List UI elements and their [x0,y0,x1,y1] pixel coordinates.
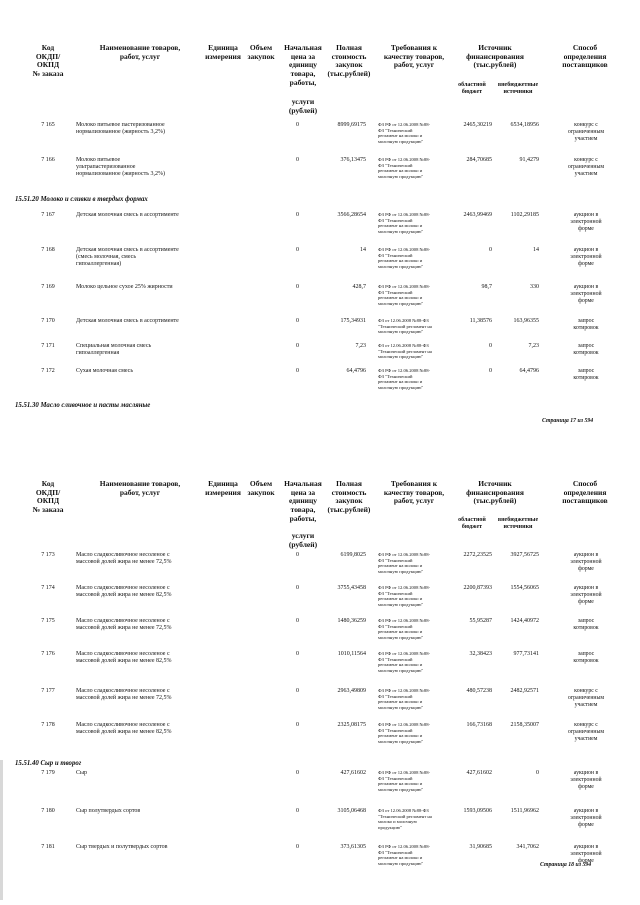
row-cost: 6199,8025 [340,552,366,558]
row-name: Сыр полутвердых сортов [76,808,141,814]
row-offbudget: 341,7062 [516,844,539,850]
header-cost: Полная стоимость закупок (тыс.рублей) [327,43,371,78]
row-regional: 31,90685 [469,844,492,850]
row-code: 7 174 [41,585,55,591]
row-offbudget: 0 [536,770,539,776]
row-code: 7 177 [41,688,55,694]
row-name: Детская молочная смесь в ассортименте [76,212,179,218]
header-funding-regional: областной бюджет [458,517,486,530]
header-unit: Единица измерения [205,43,241,61]
row-price: 0 [296,618,299,624]
row-cost: 64,4796 [346,368,366,374]
section-heading: 15.51.30 Масло сливочное и пасты масляные [15,402,151,409]
row-name: Молоко цельное сухое 25% жирности [76,284,173,290]
header-funding-offbudget: внебюджетные источники [497,517,539,530]
row-name: Сухая молочная смесь [76,368,134,374]
section-heading: 15.51.40 Сыр и творог [15,760,82,767]
row-method: аукцион в электронной форме [570,808,602,828]
row-code: 7 178 [41,722,55,728]
row-code: 7 170 [41,318,55,324]
row-offbudget: 1554,56065 [510,585,539,591]
row-name: Специальная молочная смесь гипоаллергенная [76,343,152,357]
row-cost: 376,13475 [340,157,366,163]
page-number: Страница 17 из 594 [542,418,594,424]
row-requirements: ФЗ РФ от 12.06.2008 №88- ФЗ "Технический регламент на молоко и молочную продукцию" [378,688,431,710]
row-requirements: ФЗ РФ от 12.06.2008 №88- ФЗ "Технический регламент на молоко и молочную продукцию" [378,651,431,673]
row-cost: 3566,28654 [337,212,366,218]
row-requirements: ФЗ РФ от 12.06.2008 №88- ФЗ "Технический регламент на молоко и молочную продукцию" [378,247,431,269]
row-offbudget: 2158,35007 [510,722,539,728]
row-method: запрос котировок [573,618,599,631]
header-method: Способ определения поставщиков [562,479,608,506]
row-cost: 373,61305 [340,844,366,850]
row-name: Детская молочная смесь в ассортименте (смесь молочная, смесь гипоаллергенная) [76,247,179,268]
row-price: 0 [296,552,299,558]
row-requirements: ФЗ РФ от 12.06.2008 №88- ФЗ "Технический регламент на молоко и молочную продукцию" [378,618,431,640]
row-code: 7 168 [41,247,55,253]
header-unit: Единица измерения [205,479,241,497]
row-method: аукцион в электронной форме [570,770,602,790]
row-requirements: ФЗ от 12.06.2008 №88-ФЗ "Технический регламент на молочную продукцию" [378,318,432,334]
row-price: 0 [296,651,299,657]
row-method: конкурс с ограниченным участием [567,122,605,142]
row-price: 0 [296,157,299,163]
row-offbudget: 2482,92571 [510,688,539,694]
row-cost: 3105,06468 [337,808,366,814]
row-price: 0 [296,688,299,694]
row-method: запрос котировок [573,651,599,664]
row-price: 0 [296,585,299,591]
row-cost: 1480,36259 [337,618,366,624]
row-cost: 8999,69175 [337,122,366,128]
row-name: Сыр твердых и полутвердых сортов [76,844,168,850]
header-volume: Объем закупок [247,479,275,497]
row-requirements: ФЗ РФ от 12.06.2008 №88- ФЗ "Технический регламент на молоко и молочную продукцию" [378,157,431,179]
row-code: 7 166 [41,157,55,163]
row-requirements: ФЗ от 12.06.2008 №88-ФЗ "Технический регламент на молочную продукцию" [378,343,432,359]
row-cost: 427,61602 [340,770,366,776]
row-regional: 0 [489,247,492,253]
row-name: Масло сладкосливочное несоленое с массовой долей жира не менее 72,5% [76,552,172,566]
header-requirements: Требования к качеству товаров, работ, услуг [383,479,445,506]
row-price: 0 [296,844,299,850]
row-offbudget: 3927,56725 [510,552,539,558]
row-code: 7 175 [41,618,55,624]
header-funding: Источник финансирования (тыс.рублей) [466,479,524,506]
row-regional: 2200,87393 [463,585,492,591]
row-method: аукцион в электронной форме [570,212,602,232]
scan-edge-mark [0,760,3,900]
row-code: 7 169 [41,284,55,290]
row-code: 7 181 [41,844,55,850]
row-cost: 428,7 [352,284,366,290]
row-cost: 2963,49809 [337,688,366,694]
row-name: Масло сладкосливочное несоленое с массовой долей жира не менее 72,5% [76,688,172,702]
header-price: Начальная цена за единицу товара, работы, [284,43,322,87]
row-requirements: ФЗ РФ от 12.06.2008 №88- ФЗ "Технический регламент на молоко и молочную продукцию" [378,368,431,390]
row-name: Масло сладкосливочное несоленое с массовой долей жира не менее 82,5% [76,651,172,665]
row-code: 7 173 [41,552,55,558]
row-method: аукцион в электронной форме [570,585,602,605]
row-offbudget: 64,4796 [519,368,539,374]
row-cost: 2325,08175 [337,722,366,728]
row-price: 0 [296,343,299,349]
row-requirements: ФЗ РФ от 12.06.2008 №88- ФЗ "Технический регламент на молоко и молочную продукцию" [378,212,431,234]
row-regional: 11,38576 [469,318,492,324]
row-method: аукцион в электронной форме [570,844,602,864]
row-price: 0 [296,770,299,776]
row-requirements: ФЗ РФ от 12.06.2008 №88- ФЗ "Технический регламент на молоко и молочную продукцию" [378,122,431,144]
row-regional: 166,73168 [466,722,492,728]
row-regional: 2463,99469 [463,212,492,218]
row-price: 0 [296,247,299,253]
row-offbudget: 1102,29185 [510,212,539,218]
row-offbudget: 1511,96962 [510,808,539,814]
row-method: запрос котировок [573,343,599,356]
row-method: конкурс с ограниченным участием [567,688,605,708]
row-offbudget: 330 [530,284,539,290]
header-code: Код ОКДП/ ОКПД № заказа [32,43,64,78]
row-code: 7 179 [41,770,55,776]
row-name: Сыр [76,770,88,776]
row-offbudget: 1424,40972 [510,618,539,624]
header-requirements: Требования к качеству товаров, работ, услуг [383,43,445,70]
row-requirements: ФЗ РФ от 12.06.2008 №88- ФЗ "Технический регламент на молоко и молочную продукцию" [378,722,431,744]
row-code: 7 165 [41,122,55,128]
header-price-tail: услуги (рублей) [288,97,318,115]
row-regional: 427,61602 [466,770,492,776]
row-code: 7 176 [41,651,55,657]
row-price: 0 [296,368,299,374]
row-requirements: ФЗ РФ от 12.06.2008 №88- ФЗ "Технический регламент на молоко и молочную продукцию" [378,770,431,792]
row-cost: 7,23 [355,343,366,349]
row-method: запрос котировок [573,318,599,331]
row-requirements: ФЗ РФ от 12.06.2008 №88- ФЗ "Технический регламент на молоко и молочную продукцию" [378,552,431,574]
header-funding-offbudget: внебюджетные источники [497,82,539,95]
header-price-tail: услуги (рублей) [288,531,318,549]
row-cost: 175,34931 [340,318,366,324]
row-name: Масло сладкосливочное несоленое с массовой долей жира не менее 72,5% [76,618,172,632]
page-number: Страница 18 из 594 [540,862,592,868]
document-page-18 [0,470,640,900]
row-method: аукцион в электронной форме [570,284,602,304]
row-price: 0 [296,122,299,128]
row-price: 0 [296,318,299,324]
row-cost: 1010,11564 [337,651,366,657]
row-offbudget: 7,23 [528,343,539,349]
row-name: Масло сладкосливочное несоленое с массовой долей жира не менее 82,5% [76,722,172,736]
header-code: Код ОКДП/ ОКПД № заказа [32,479,64,514]
row-regional: 32,38423 [469,651,492,657]
row-offbudget: 91,4279 [519,157,539,163]
row-name: Детская молочная смесь в ассортименте [76,318,179,324]
row-price: 0 [296,808,299,814]
row-regional: 2272,23525 [463,552,492,558]
row-name: Масло сладкосливочное несоленое с массовой долей жира не менее 82,5% [76,585,172,599]
row-regional: 480,57238 [466,688,492,694]
row-price: 0 [296,722,299,728]
row-code: 7 172 [41,368,55,374]
row-offbudget: 977,73141 [513,651,539,657]
row-method: запрос котировок [573,368,599,381]
row-regional: 284,70685 [466,157,492,163]
row-code: 7 167 [41,212,55,218]
section-heading: 15.51.20 Молоко и сливки в твердых формах [15,196,148,203]
row-cost: 3755,43458 [337,585,366,591]
header-funding-regional: областной бюджет [458,82,486,95]
header-method: Способ определения поставщиков [562,43,608,70]
row-method: конкурс с ограниченным участием [567,157,605,177]
row-name: Молоко питьевое ультрапастеризованное нормализованное (жирность 3,2%) [76,157,165,178]
row-method: аукцион в электронной форме [570,247,602,267]
header-cost: Полная стоимость закупок (тыс.рублей) [327,479,371,514]
row-method: аукцион в электронной форме [570,552,602,572]
row-price: 0 [296,212,299,218]
header-volume: Объем закупок [247,43,275,61]
row-offbudget: 6534,18956 [510,122,539,128]
row-code: 7 171 [41,343,55,349]
header-name: Наименование товаров, работ, услуг [99,43,181,61]
row-requirements: ФЗ от 12.06.2008 №88-ФЗ "Технический регламент на молоко и молочную продукцию" [378,808,432,830]
document-page-17 [0,0,640,440]
header-name: Наименование товаров, работ, услуг [99,479,181,497]
row-name: Молоко питьевое пастеризованное нормализованное (жирность 3,2%) [76,122,165,136]
row-regional: 0 [489,343,492,349]
row-requirements: ФЗ РФ от 12.06.2008 №88- ФЗ "Технический регламент на молоко и молочную продукцию" [378,585,431,607]
row-cost: 14 [360,247,366,253]
row-regional: 55,95287 [469,618,492,624]
row-method: конкурс с ограниченным участием [567,722,605,742]
row-regional: 98,7 [481,284,492,290]
header-price: Начальная цена за единицу товара, работы, [284,479,322,523]
row-offbudget: 14 [533,247,539,253]
row-price: 0 [296,284,299,290]
row-offbudget: 163,96355 [513,318,539,324]
row-requirements: ФЗ РФ от 12.06.2008 №88- ФЗ "Технический регламент на молоко и молочную продукцию" [378,284,431,306]
row-requirements: ФЗ РФ от 12.06.2008 №88- ФЗ "Технический регламент на молоко и молочную продукцию" [378,844,431,866]
row-code: 7 180 [41,808,55,814]
header-funding: Источник финансирования (тыс.рублей) [466,43,524,70]
row-regional: 0 [489,368,492,374]
row-regional: 1593,09506 [463,808,492,814]
row-regional: 2465,30219 [463,122,492,128]
